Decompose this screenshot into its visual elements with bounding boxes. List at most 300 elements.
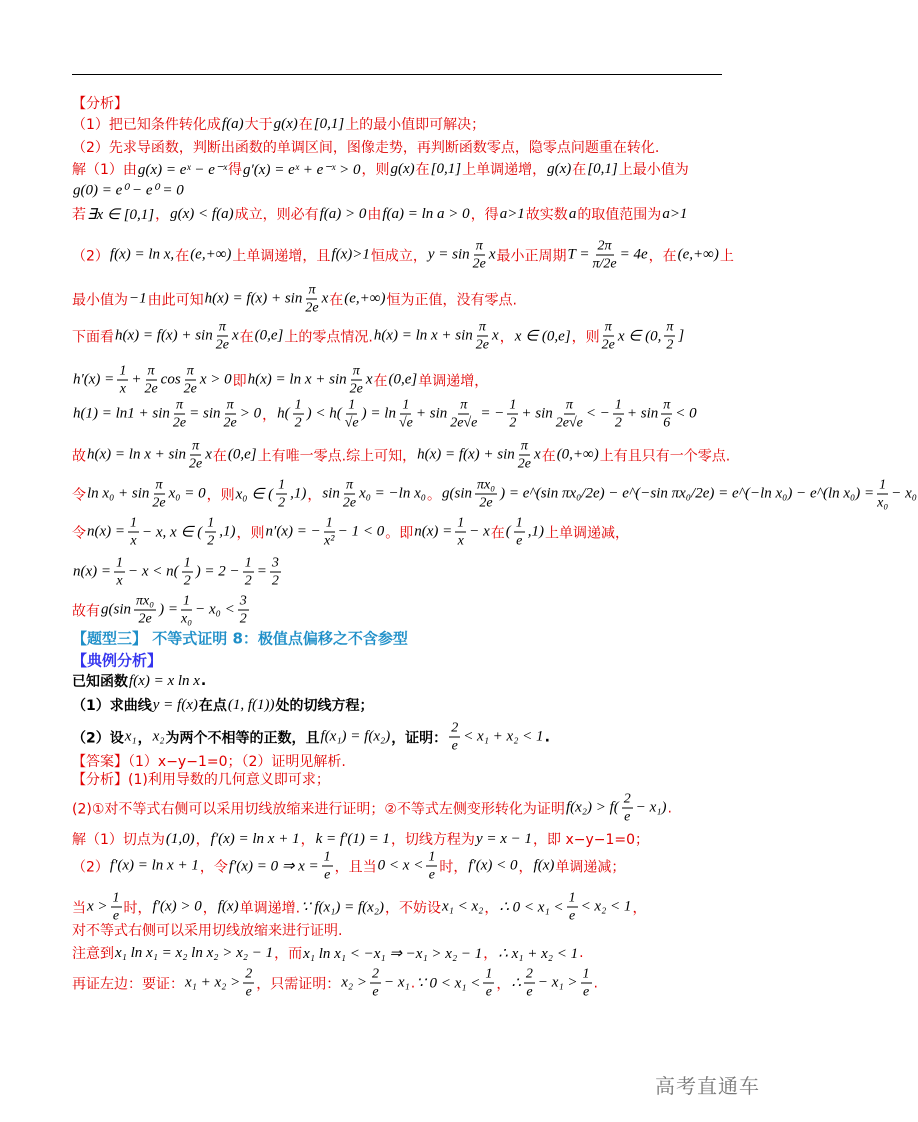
numerator: 1 <box>116 555 124 571</box>
math-expression: g(x) <box>390 160 415 177</box>
math-expression: x₁ + x₂ > <box>185 974 241 991</box>
text-segment: （2） <box>72 248 109 264</box>
math-expression: − x₁ > <box>537 974 578 991</box>
fraction <box>450 397 477 432</box>
denominator: 6 <box>663 415 671 431</box>
math-expression: x₁ < x₂ <box>442 898 484 915</box>
math-expression: ) = <box>159 601 178 618</box>
math-expression: x₁ ln x₁ = x₂ ln x₂ > x₂ − 1 <box>115 944 274 961</box>
fraction <box>426 849 437 884</box>
math-expression: g(x) <box>273 115 298 132</box>
text-segment: 由此可知 <box>147 292 204 308</box>
math-expression: x₁ ln x₁ < −x₁ ⇒ −x₁ > x₂ − 1 <box>303 945 483 962</box>
numerator: π <box>308 282 316 298</box>
text-segment: 在 <box>490 525 505 541</box>
numerator: 3 <box>239 593 247 609</box>
text-segment: ，证明： <box>391 730 448 746</box>
text-segment: 大于 <box>244 117 273 133</box>
text-segment: . <box>667 800 672 816</box>
denominator: √e <box>398 415 413 431</box>
math-expression: g(sin <box>441 485 472 502</box>
text-segment: 最小值为 <box>72 292 128 308</box>
math-expression: (0,e] <box>254 327 284 344</box>
math-expression: g(x) < f(a) <box>170 205 234 222</box>
denominator: 2e <box>342 495 357 511</box>
math-expression: − x₁ <box>384 974 410 991</box>
math-expression: ,1) <box>219 523 236 540</box>
math-expression: h(x) = f(x) + sin <box>115 327 213 344</box>
fraction <box>567 890 578 925</box>
text-segment: 即 <box>232 373 247 389</box>
math-expression: ) = ln <box>361 405 396 422</box>
numerator: 1 <box>294 397 302 413</box>
text-segment: ， <box>137 730 152 746</box>
math-expression: ∴ <box>511 975 521 992</box>
math-expression: x <box>321 290 329 307</box>
text-segment: 处的切线方程； <box>275 698 374 714</box>
numerator: π <box>226 397 234 413</box>
text-segment: (2)①对不等式右侧可以采用切线放缩来进行证明；②不等式左侧变形转化为证明 <box>72 801 565 817</box>
fraction <box>189 438 202 473</box>
text-segment: 再证左边：要证： <box>72 976 184 992</box>
text-segment: （1）把已知条件转化成 <box>72 117 221 133</box>
fraction <box>473 238 486 273</box>
numerator: 1 <box>130 515 138 531</box>
text-segment: 上单调递增，且 <box>232 248 331 264</box>
text-segment: （2） <box>72 859 109 875</box>
text-segment: ，在 <box>648 248 677 264</box>
denominator: 2e <box>172 415 187 431</box>
text-segment: 上的最小值即可解决； <box>345 117 486 133</box>
fraction <box>114 555 125 590</box>
math-expression: f(a) > 0 <box>319 205 367 222</box>
math-expression: y = f(x) <box>152 696 198 713</box>
solution-line <box>72 849 625 884</box>
math-expression: ) < h( <box>306 405 342 422</box>
denominator: e <box>582 984 590 1000</box>
math-expression: − x₁) <box>635 799 667 816</box>
numerator: 3 <box>271 555 279 571</box>
fraction <box>370 966 381 1001</box>
fraction <box>514 515 525 550</box>
text-segment: 在 <box>175 248 190 264</box>
fraction <box>184 363 197 398</box>
numerator: 1 <box>457 515 465 531</box>
numerator: π <box>218 319 226 335</box>
math-expression: g(x) <box>547 160 572 177</box>
solution-line <box>72 363 488 398</box>
numerator: π <box>192 438 200 454</box>
text-segment: ，得 <box>470 207 499 223</box>
fraction <box>350 363 363 398</box>
math-expression: g′(x) = eˣ + e⁻ˣ > 0 <box>243 161 361 178</box>
math-expression: − x < n( <box>128 563 179 580</box>
text-segment: 上单调递减， <box>545 525 630 541</box>
text-segment: 的取值范围为 <box>577 207 662 223</box>
denominator: 2 <box>244 573 252 589</box>
numerator: 1 <box>348 397 356 413</box>
text-segment: 上单调递增， <box>462 162 547 178</box>
math-expression: < x₂ < 1 <box>580 898 632 915</box>
fraction <box>324 515 335 550</box>
math-expression: f(a) = ln a > 0 <box>382 205 470 222</box>
math-expression: x <box>365 371 373 388</box>
math-expression: cos <box>160 371 181 388</box>
math-expression: f(x₁) = f(x₂) <box>320 728 391 745</box>
math-expression: − x₀ < <box>195 601 235 618</box>
text-segment: ，而 <box>274 946 303 962</box>
fraction <box>152 477 165 512</box>
math-expression: f(x) = x ln x <box>129 672 200 689</box>
denominator: 2 <box>271 573 279 589</box>
text-segment: 在 <box>541 448 556 464</box>
denominator: 2e <box>138 611 152 627</box>
text-segment: 在 <box>373 373 388 389</box>
denominator: 2e <box>517 456 532 472</box>
math-expression: T = <box>567 246 590 263</box>
denominator: √e <box>344 415 359 431</box>
text-segment: 注意到 <box>72 946 114 962</box>
math-expression: f′(x) = ln x + 1 <box>109 857 199 874</box>
numerator: π <box>460 397 468 413</box>
numerator: π <box>520 438 528 454</box>
denominator: 2 <box>183 573 191 589</box>
numerator: 2 <box>372 966 379 982</box>
numerator: 1 <box>509 397 517 413</box>
problem-statement <box>72 671 206 691</box>
math-expression: ∵ f(x₁) = f(x₂) <box>301 899 385 916</box>
fraction <box>182 555 193 590</box>
math-expression: ∵ 0 < x₁ < <box>416 975 481 992</box>
text-segment: 在 <box>572 162 587 178</box>
denominator: 2e <box>223 415 237 431</box>
fraction <box>216 319 229 354</box>
math-expression: h(x) = f(x) + sin <box>204 290 303 307</box>
math-expression: g(x) = eˣ − e⁻ˣ <box>137 161 228 178</box>
math-expression: h(1) = ln1 + sin <box>73 405 170 422</box>
fraction <box>128 515 139 550</box>
text-segment: 恒为正值，没有零点. <box>386 292 517 308</box>
fraction <box>224 397 237 432</box>
denominator: 2e <box>601 337 615 353</box>
text-segment: （1）求曲线 <box>72 698 152 714</box>
solution-line <box>72 282 517 317</box>
numerator: π <box>147 363 155 379</box>
math-expression: − x <box>469 523 490 540</box>
solution-line <box>72 238 734 273</box>
text-segment: 令 <box>72 487 86 503</box>
text-segment: 【分析】 <box>72 96 128 112</box>
text-segment: 故实数 <box>525 207 568 223</box>
text-segment: 【分析】(1)利用导数的几何意义即可求； <box>72 772 330 788</box>
analysis-line <box>72 791 672 826</box>
fraction <box>664 319 675 354</box>
text-segment: 恒成立， <box>370 248 427 264</box>
text-segment: 下面看 <box>72 329 114 345</box>
watermark: 高考直通车 <box>655 1074 760 1098</box>
numerator: 1 <box>244 555 252 571</box>
math-expression: ,1) <box>527 523 545 540</box>
text-segment: 在点 <box>198 698 227 714</box>
denominator: 2 <box>207 533 215 549</box>
problem-part-2 <box>72 720 550 755</box>
denominator: 2e <box>183 381 197 397</box>
text-segment: 解（1）由 <box>72 162 137 178</box>
math-expression: f(x) <box>217 898 239 915</box>
text-segment: ， <box>484 900 499 916</box>
math-expression: [0,1] <box>430 160 462 177</box>
math-expression: x <box>231 327 239 344</box>
numerator: 1 <box>402 397 410 413</box>
numerator: 1 <box>485 966 493 982</box>
denominator: x₀ <box>877 495 889 511</box>
math-expression: x > <box>87 898 108 915</box>
text-segment: ，且当 <box>334 859 377 875</box>
math-expression: f(a) <box>221 115 244 132</box>
text-segment: 上最小值为 <box>618 162 689 178</box>
math-expression: x₁ <box>124 728 137 745</box>
text-segment: 故 <box>72 448 86 464</box>
fraction <box>602 319 615 354</box>
solution-line <box>72 943 584 963</box>
math-expression: f′(x) = 0 ⇒ x = <box>228 858 319 875</box>
fraction <box>475 477 497 512</box>
answer-line <box>72 751 346 771</box>
math-expression: x > 0 <box>199 371 232 388</box>
math-expression: n(x) = <box>414 523 453 540</box>
text-segment: 在 <box>298 117 313 133</box>
math-expression: [0,1] <box>313 115 345 132</box>
fraction <box>476 319 489 354</box>
numerator: 1 <box>879 477 887 493</box>
numerator: π <box>176 397 184 413</box>
solution-line <box>72 181 185 200</box>
denominator: 2e <box>479 495 493 511</box>
fraction <box>345 397 359 432</box>
text-segment: 解（1）切点为 <box>72 832 165 848</box>
math-expression: a <box>568 205 577 222</box>
math-expression: ) = 2 − <box>195 563 240 580</box>
math-expression: f′(x) > 0 <box>152 898 202 915</box>
numerator: πx₀ <box>136 593 155 609</box>
math-expression: < − <box>585 405 610 422</box>
numerator: π <box>666 319 674 335</box>
denominator: 2e <box>305 300 319 316</box>
math-expression: n(x) = <box>87 523 126 540</box>
denominator: 2e <box>349 381 363 397</box>
text-segment: 令 <box>72 525 86 541</box>
text-segment: ，则 <box>206 487 235 503</box>
math-expression: h′(x) = <box>73 371 115 388</box>
text-segment: ， <box>195 832 210 848</box>
denominator: 2e <box>215 337 229 353</box>
numerator: 1 <box>207 515 215 531</box>
numerator: π <box>604 319 612 335</box>
text-segment: . <box>410 975 416 991</box>
text-segment: 对不等式右侧可以采用切线放缩来进行证明. <box>72 923 343 939</box>
numerator: 1 <box>428 849 436 865</box>
math-expression: g(0) = e⁰ − e⁰ = 0 <box>73 182 184 199</box>
numerator: 1 <box>614 397 622 413</box>
numerator: 2 <box>245 966 253 982</box>
text-segment: 当 <box>72 900 86 916</box>
section-title <box>72 628 408 649</box>
text-segment: 【典例分析】 <box>72 651 163 670</box>
math-expression: (e,+∞) <box>190 246 232 263</box>
fraction <box>205 515 216 550</box>
math-expression: = − <box>480 405 505 422</box>
fraction <box>243 966 254 1001</box>
math-expression: x ∈ (0,e] <box>514 328 571 345</box>
denominator: 2e <box>188 456 203 472</box>
text-segment: （2）先求导函数，判断出函数的单调区间，图像走势，再判断函数零点，隐零点问题重在转化. <box>72 140 660 156</box>
numerator: 1 <box>325 515 333 531</box>
numerator: 2 <box>525 966 533 982</box>
denominator: 2 <box>509 415 517 431</box>
math-expression: 0 < x < <box>377 857 424 874</box>
math-expression: x₂ > <box>341 974 367 991</box>
problem-part-1 <box>72 695 374 715</box>
denominator: e <box>372 984 379 1000</box>
numerator: π <box>186 363 194 379</box>
solution-line <box>72 555 283 590</box>
numerator: 1 <box>568 890 576 906</box>
math-expression: g(sin <box>101 601 131 618</box>
math-expression: n(x) = <box>73 563 112 580</box>
solution-line <box>72 204 688 224</box>
math-expression: = 4e <box>619 246 648 263</box>
text-segment: ，即 x−y−1=0； <box>533 832 650 848</box>
text-segment: ， <box>496 976 511 992</box>
denominator: e <box>451 738 458 754</box>
fraction <box>181 593 192 628</box>
fraction <box>518 438 531 473</box>
solution-line <box>72 159 689 179</box>
text-segment: 由 <box>367 207 382 223</box>
math-expression: f′(x) = ln x + 1 <box>210 830 300 847</box>
text-segment: ， <box>307 487 322 503</box>
math-expression: f(x)>1 <box>331 246 370 263</box>
denominator: e <box>485 984 492 1000</box>
denominator: x <box>119 381 126 397</box>
fraction <box>117 363 128 398</box>
text-segment: 在 <box>329 292 344 308</box>
fraction <box>238 593 249 628</box>
text-segment: ， <box>632 900 647 916</box>
text-segment: 。即 <box>385 525 414 541</box>
text-segment: ， <box>499 329 514 345</box>
fraction <box>449 720 460 755</box>
math-expression: + <box>131 371 142 388</box>
denominator: π/2e <box>592 256 617 272</box>
denominator: 2 <box>614 415 622 431</box>
denominator: 2e√e <box>450 415 478 431</box>
numerator: π <box>565 397 573 413</box>
solution-line <box>72 397 698 432</box>
solution-line <box>72 593 251 628</box>
math-expression: ,1) <box>290 485 307 502</box>
text-segment: 单调递减； <box>555 859 626 875</box>
text-segment: ， <box>202 900 217 916</box>
fraction <box>661 397 672 432</box>
math-expression: (1, f(1)) <box>227 696 275 713</box>
denominator: x² <box>324 533 335 549</box>
text-segment: . <box>200 673 207 689</box>
math-expression: x₀ = −ln x₀ <box>359 485 426 502</box>
denominator: e <box>516 533 523 549</box>
text-segment: ， <box>483 946 498 962</box>
numerator: 2 <box>623 791 631 807</box>
math-expression: h(x) = f(x) + sin <box>417 446 515 463</box>
analysis-point-1 <box>72 114 485 134</box>
text-segment: ，则 <box>236 525 265 541</box>
denominator: 2 <box>278 495 286 511</box>
math-expression: h( <box>277 405 290 422</box>
text-segment: 故有 <box>72 603 100 619</box>
text-segment: 最小正周期 <box>496 248 567 264</box>
math-expression: − x, x ∈ ( <box>142 524 203 541</box>
math-expression: ln x₀ + sin <box>87 485 150 502</box>
fraction <box>877 477 888 512</box>
math-expression: x <box>205 446 212 463</box>
numerator: π <box>475 238 483 254</box>
text-segment: 成立，则必有 <box>234 207 319 223</box>
text-segment: 得 <box>228 162 243 178</box>
numerator: 1 <box>183 593 191 609</box>
math-expression: k = f′(1) = 1 <box>315 830 390 847</box>
numerator: πx₀ <box>476 477 496 493</box>
math-expression: x <box>492 327 499 344</box>
math-expression: − 1 < 0 <box>337 523 385 540</box>
denominator: x <box>130 533 137 549</box>
math-expression: x₀ ∈ ( <box>235 486 274 503</box>
denominator: 2 <box>294 415 302 431</box>
numerator: 2 <box>451 720 459 736</box>
text-segment: 在 <box>212 448 227 464</box>
fraction <box>305 282 318 317</box>
math-expression: < 0 <box>675 405 697 422</box>
header-rule <box>72 74 722 75</box>
math-expression: h(x) = ln x + sin <box>87 446 186 463</box>
text-segment: 上的零点情况. <box>284 329 373 345</box>
math-expression: + sin <box>521 405 553 422</box>
denominator: x <box>457 533 464 549</box>
math-expression: y = x − 1 <box>475 830 532 847</box>
fraction <box>243 555 254 590</box>
math-expression: a>1 <box>662 205 688 222</box>
text-segment: 时， <box>123 900 152 916</box>
denominator: 2e <box>472 256 486 272</box>
math-expression: h(x) = ln x + sin <box>247 371 347 388</box>
denominator: e <box>568 908 576 924</box>
denominator: e <box>526 984 533 1000</box>
numerator: 1 <box>278 477 286 493</box>
math-expression: sin <box>322 485 340 502</box>
math-expression: x <box>534 446 541 463</box>
math-expression: + sin <box>626 405 659 422</box>
fraction <box>276 477 287 512</box>
math-expression: n′(x) = − <box>265 523 321 540</box>
denominator: 2e <box>475 337 490 353</box>
text-segment: （2）设 <box>72 730 124 746</box>
text-segment: 单调递增. <box>239 900 301 916</box>
numerator: π <box>352 363 360 379</box>
fraction <box>293 397 304 432</box>
text-segment: ， <box>300 832 315 848</box>
math-expression: ( <box>505 523 511 540</box>
math-expression: f′(x) < 0 <box>468 857 518 874</box>
denominator: 2 <box>239 611 247 627</box>
